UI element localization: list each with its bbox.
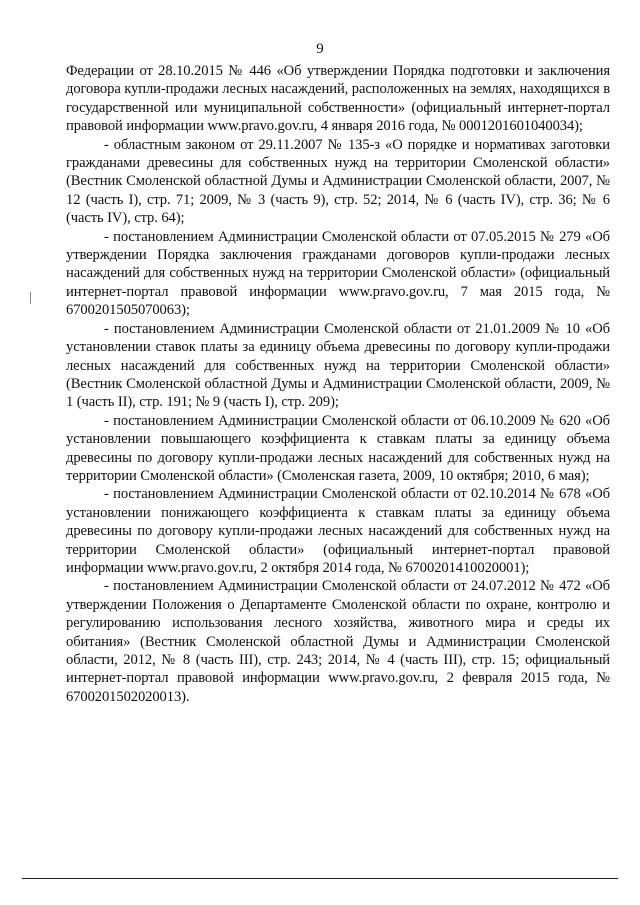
footer-divider	[22, 878, 618, 879]
paragraph-decree-279: - постановлением Администрации Смоленской области от 07.05.2015 № 279 «Об утверждении Порядка заключения гражданами договоров купли-продажи лесных насаждений для собственных нужд на территории Смоленской области» (официальный интернет-портал правовой информации www.pravo.gov.ru, 7 мая 2015 года, № 6700201505070063);	[66, 228, 610, 319]
paragraph-decree-472: - постановлением Администрации Смоленской области от 24.07.2012 № 472 «Об утверждении Положения о Департаменте Смоленской области по охране, контролю и регулированию использования лесного хозяйства, животного мира и среды их обитания» (Вестник Смоленской областной Думы и Администрации Смоленской области, 2012, № 8 (часть III), стр. 243; 2014, № 4 (часть III), стр. 15; официальный интернет-портал правовой информации www.pravo.gov.ru, 2 февраля 2015 года, № 6700201502020013).	[66, 578, 610, 705]
margin-mark	[30, 292, 31, 304]
page-number: 9	[316, 41, 324, 57]
paragraph-continuation-federal-decree: Федерации от 28.10.2015 № 446 «Об утверждении Порядка подготовки и заключения договора купли-продажи лесных насаждений, расположенных на землях, находящихся в государственной или муниципальной собственности» (официальный интернет-портал правовой информации www.pravo.gov.ru, 4 января 2016 года, № 0001201601040034);	[66, 63, 610, 135]
paragraph-decree-678: - постановлением Администрации Смоленской области от 02.10.2014 № 678 «Об установлении понижающего коэффициента к ставкам платы за единицу объема древесины по договору купли-продажи лесных насаждений для собственных нужд на территории Смоленской области» (официальный интернет-портал правовой информации www.pravo.gov.ru, 2 октября 2014 года, № 6700201410020001);	[66, 486, 610, 576]
document-body	[66, 62, 610, 706]
paragraph-decree-620: - постановлением Администрации Смоленской области от 06.10.2009 № 620 «Об установлении повышающего коэффициента к ставкам платы за единицу объема древесины по договору купли-продажи лесных насаждений для собственных нужд на территории Смоленской области» (Смоленская газета, 2009, 10 октября; 2010, 6 мая);	[66, 412, 610, 484]
paragraph-decree-10: - постановлением Администрации Смоленской области от 21.01.2009 № 10 «Об установлении ставок платы за единицу объема древесины по договору купли-продажи лесных насаждений для собственных нужд на территории Смоленской области» (Вестник Смоленской областной Думы и Администрации Смоленской области, 2009, № 1 (часть II), стр. 191; № 9 (часть I), стр. 209);	[66, 320, 610, 411]
paragraph-regional-law-135: - областным законом от 29.11.2007 № 135-з «О порядке и нормативах заготовки гражданами древесины для собственных нужд на территории Смоленской области» (Вестник Смоленской областной Думы и Администрации Смоленской области, 2007, № 12 (часть I), стр. 71; 2009, № 3 (часть 9), стр. 52; 2014, № 6 (часть IV), стр. 36; № 6 (часть IV), стр. 64);	[66, 136, 610, 227]
